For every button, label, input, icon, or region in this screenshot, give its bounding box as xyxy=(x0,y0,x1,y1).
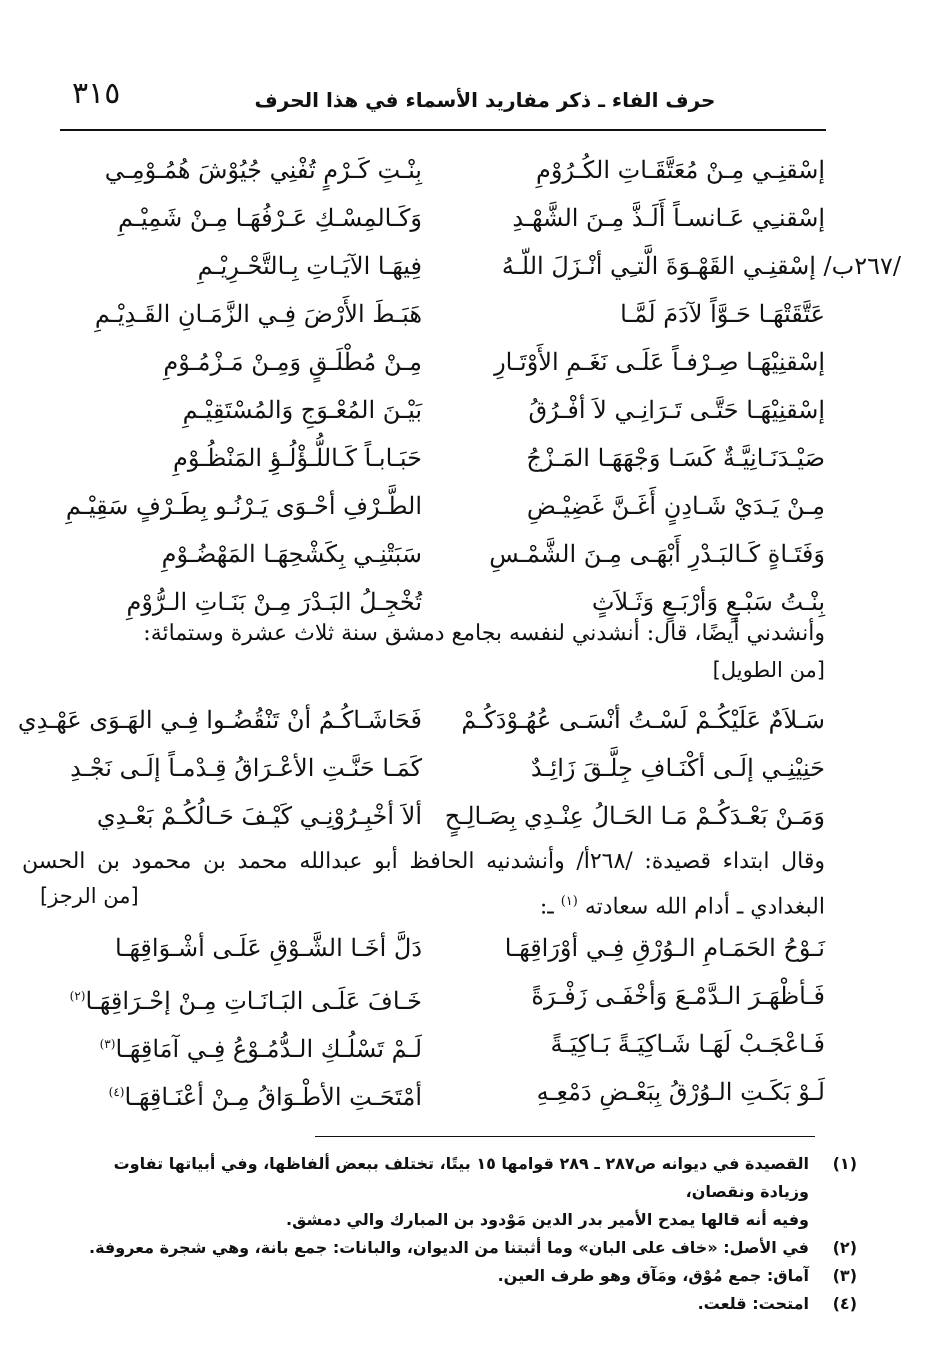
hemistich-left: هَبَـطَ الأَرْضَ فِـي الزَّمَـانِ القَـدِيْـمِ xyxy=(94,300,422,328)
footnote-item xyxy=(60,1290,857,1318)
hemistich-right: صَيْـدَنَـانِيَّـةٌ كَسَـا وَجْهَهَـا المَـزْجُ xyxy=(526,444,825,472)
hemistich-left: ألاَ أخْبِـرُوْنِـي كَيْـفَ حَـالُكُـمْ بَعْـدِي xyxy=(96,802,422,830)
hemistich-right: إسْقنـِي عَـانسـاً أَلَـذَّ مِـنَ الشَّهْـدِ xyxy=(512,204,825,232)
footnote-ref[interactable]: (٤) xyxy=(108,1085,125,1099)
hemistich-left: مِـنْ مُطْلَـقٍ وَمِـنْ مَـزْمُـوْمِ xyxy=(163,348,422,376)
verse-line xyxy=(0,1072,941,1120)
poem-3 xyxy=(0,928,941,1120)
hemistich-right: سَـلاَمٌ عَلَيْكُـمْ لَسْـتُ أنْسَـى عُهُـوْدَكُـمْ xyxy=(461,706,825,734)
footnote-number: (٣) xyxy=(832,1266,857,1285)
verse-line xyxy=(0,294,941,342)
verse-line xyxy=(0,928,941,976)
hemistich-left xyxy=(22,1024,422,1069)
footnote-rule xyxy=(315,1136,815,1137)
hemistich-left: تُخْجِـلُ البَـدْرَ مِـنْ بَنَـاتِ الـرُّوْمِ xyxy=(126,588,422,616)
header-rule xyxy=(60,129,826,131)
footnote-item xyxy=(60,1234,857,1262)
prose-tail: ـ: xyxy=(539,894,561,920)
hemistich-right: مِـنْ يَـدَيْ شَـادِنٍ أَغَـنَّ غَضِيْـضِ xyxy=(526,492,825,520)
footnote-ref[interactable]: (٢) xyxy=(69,989,86,1003)
verse-line xyxy=(0,976,941,1024)
verse-line xyxy=(0,246,941,294)
verse-line xyxy=(0,390,941,438)
footnote-ref[interactable]: (٣) xyxy=(99,1037,116,1051)
footnote-text: آماق: جمع مُوْق، ومَآق وهو طرف العين. xyxy=(497,1266,809,1285)
folio-marker: /٢٦٧ب/ xyxy=(823,252,901,280)
hemistich-right-text: إسْقنِـي القَهْـوَةَ الَّتـِي أنْـزَلَ اللّـهُ xyxy=(501,252,816,280)
hemistich-left xyxy=(22,1072,422,1117)
footnote-ref[interactable]: (١) xyxy=(560,894,578,909)
hemistich-left: سَبَتْنِـي بِكَشْحِهَـا المَهْضُـوْمِ xyxy=(161,540,422,568)
hemistich-left-text: خَـافَ عَلَـى البَـانَـاتِ مِـنْ إحْـرَاقِهَـا xyxy=(85,987,422,1015)
footnote-item xyxy=(60,1150,857,1206)
hemistich-left-text: أمْتَحَـتِ الأطْـوَاقُ مِـنْ أعْنَـاقِهَـا xyxy=(124,1083,422,1111)
verse-line xyxy=(0,150,941,198)
footnote-text: القصيدة في ديوانه ص٢٨٧ ـ ٢٨٩ قوامها ١٥ بيتًا، تختلف ببعض ألفاظها، وفي أبياتها تفاوت وزيادة ونقصان، xyxy=(113,1154,809,1201)
hemistich-right: إسْقنِيْهَـا حَتَّـى تَـرَانِـي لاَ أفْـرُقُ xyxy=(528,396,825,424)
hemistich-left: وَكَـالمِسْـكِ عَـرْفُهَـا مِـنْ شَمِيْـمِ xyxy=(118,204,422,232)
page-number: ٣١٥ xyxy=(72,76,121,111)
footnote-number: (٤) xyxy=(832,1294,857,1313)
poem-2 xyxy=(0,700,941,844)
hemistich-left: فَحَاشَـاكُـمُ أنْ تَنْقُضُـوا فِـي الهَـوَى عَهْـدِي xyxy=(17,706,422,734)
page-header xyxy=(60,76,820,126)
hemistich-right xyxy=(461,246,901,286)
hemistich-left: الطَّـرْفِ أحْـوَى يَـرْنُـو بِطَـرْفٍ سَقِيْـمِ xyxy=(65,492,422,520)
hemistich-left: حَبَـابـاً كَـاللُّـؤْلُـؤِ المَنْظُـوْمِ xyxy=(173,444,422,472)
footnote-number: (١) xyxy=(832,1154,857,1173)
hemistich-right: لَـوْ بَكَـتِ الـوُرْقُ بِبَعْـضِ دَمْعِـهِ xyxy=(536,1078,825,1106)
hemistich-left-text: دَلَّ أخَـا الشَّـوْقِ عَلَـى أشْـوَاقِهَـا xyxy=(115,934,422,962)
footnotes xyxy=(60,1150,857,1318)
hemistich-right: نَـوْحُ الحَمَـامِ الـوُرْقِ فِـي أوْرَاقِهَـا xyxy=(504,934,825,962)
prose-text: وقال ابتداء قصيدة: /٢٦٨أ/ وأنشدنيه الحافظ أبو عبدالله محمد بن محمود بن الحسن البغدادي ـ أدام الله سعادته xyxy=(22,849,825,920)
verse-line xyxy=(0,748,941,796)
hemistich-left-text: لَـمْ تَسْلُـكِ الـدُّمُـوْعُ فِـي آمَاقِهَـا xyxy=(115,1035,422,1063)
hemistich-left: بِنْـتِ كَـرْمٍ تُفْنِي جُيُوْشَ هُمُـوْمِـي xyxy=(104,156,422,184)
meter-label: [من الطويل] xyxy=(712,658,825,682)
poem-1 xyxy=(0,150,941,630)
verse-line xyxy=(0,796,941,844)
footnote-text: امتحت: قلعت. xyxy=(697,1294,809,1313)
hemistich-left xyxy=(22,976,422,1021)
meter-label: [من الرجز] xyxy=(40,884,139,908)
verse-line xyxy=(0,438,941,486)
hemistich-left: بَيْـنَ المُعْـوَجِ وَالمُسْتَقِيْـمِ xyxy=(182,396,422,424)
footnote-text: في الأصل: «خاف على البان» وما أثبتنا من الديوان، والبانات: جمع بانة، وهي شجرة معروفة. xyxy=(88,1238,809,1257)
hemistich-right: عَتَّقَتْهَـا حَـوَّاً لآدَمَ لَمَّـا xyxy=(620,300,825,328)
hemistich-left: فِيهَـا الآيَـاتِ بِـالتَّحْـرِيْـمِ xyxy=(197,252,422,280)
hemistich-right: وَفَتَـاةٍ كَـالبَـدْرِ أَبْهَـى مِـنَ الشَّمْـسِ xyxy=(489,540,825,568)
hemistich-left: كَمَـا حَنَّـتِ الأعْـرَاقُ قِـدْمـاً إلَـى نَجْـدِ xyxy=(70,754,422,782)
footnote-continuation: وفيه أنه قالها يمدح الأمير بدر الدين مَوْدود بن المبارك والي دمشق. xyxy=(286,1210,809,1229)
hemistich-right: فَـأظْهَـرَ الـدَّمْـعَ وَأخْفَـى زَفْـرَةً xyxy=(531,982,825,1010)
verse-line xyxy=(0,1024,941,1072)
verse-line xyxy=(0,486,941,534)
footnote-number: (٢) xyxy=(832,1238,857,1257)
intro-paragraph: وأنشدني أيضًا، قال: أنشدني لنفسه بجامع دمشق سنة ثلاث عشرة وستمائة: xyxy=(143,621,825,646)
hemistich-left xyxy=(22,928,422,968)
verse-line xyxy=(0,700,941,748)
prose-paragraph xyxy=(22,842,825,927)
running-title: حرف الفاء ـ ذكر مفاريد الأسماء في هذا الحرف xyxy=(254,88,716,112)
hemistich-right: إسْقنِـي مِـنْ مُعَتَّقَـاتِ الكُـرُوْمِ xyxy=(536,156,825,184)
footnote-item xyxy=(60,1262,857,1290)
hemistich-right: حَنِيْنِـي إلَـى أكْنَـافِ جِلَّـقَ زَائِـدٌ xyxy=(530,754,825,782)
hemistich-right: فَـاعْجَـبْ لَهَـا شَـاكِيَـةً بَـاكِيَـةً xyxy=(550,1030,825,1058)
hemistich-right: بِنْـتُ سَبْـعٍ وَأرْبَـعٍ وَثَـلاَثٍ xyxy=(591,588,825,616)
verse-line xyxy=(0,534,941,582)
verse-line xyxy=(0,342,941,390)
verse-line xyxy=(0,198,941,246)
hemistich-right: إسْقنِيْهَـا صِـرْفـاً عَلَـى نَغَـمِ الأَوْتَـارِ xyxy=(494,348,825,376)
hemistich-right: وَمَـنْ بَعْـدَكُـمْ مَـا الحَـالُ عِنْـدِي بِصَـالِـحٍ xyxy=(444,802,825,830)
